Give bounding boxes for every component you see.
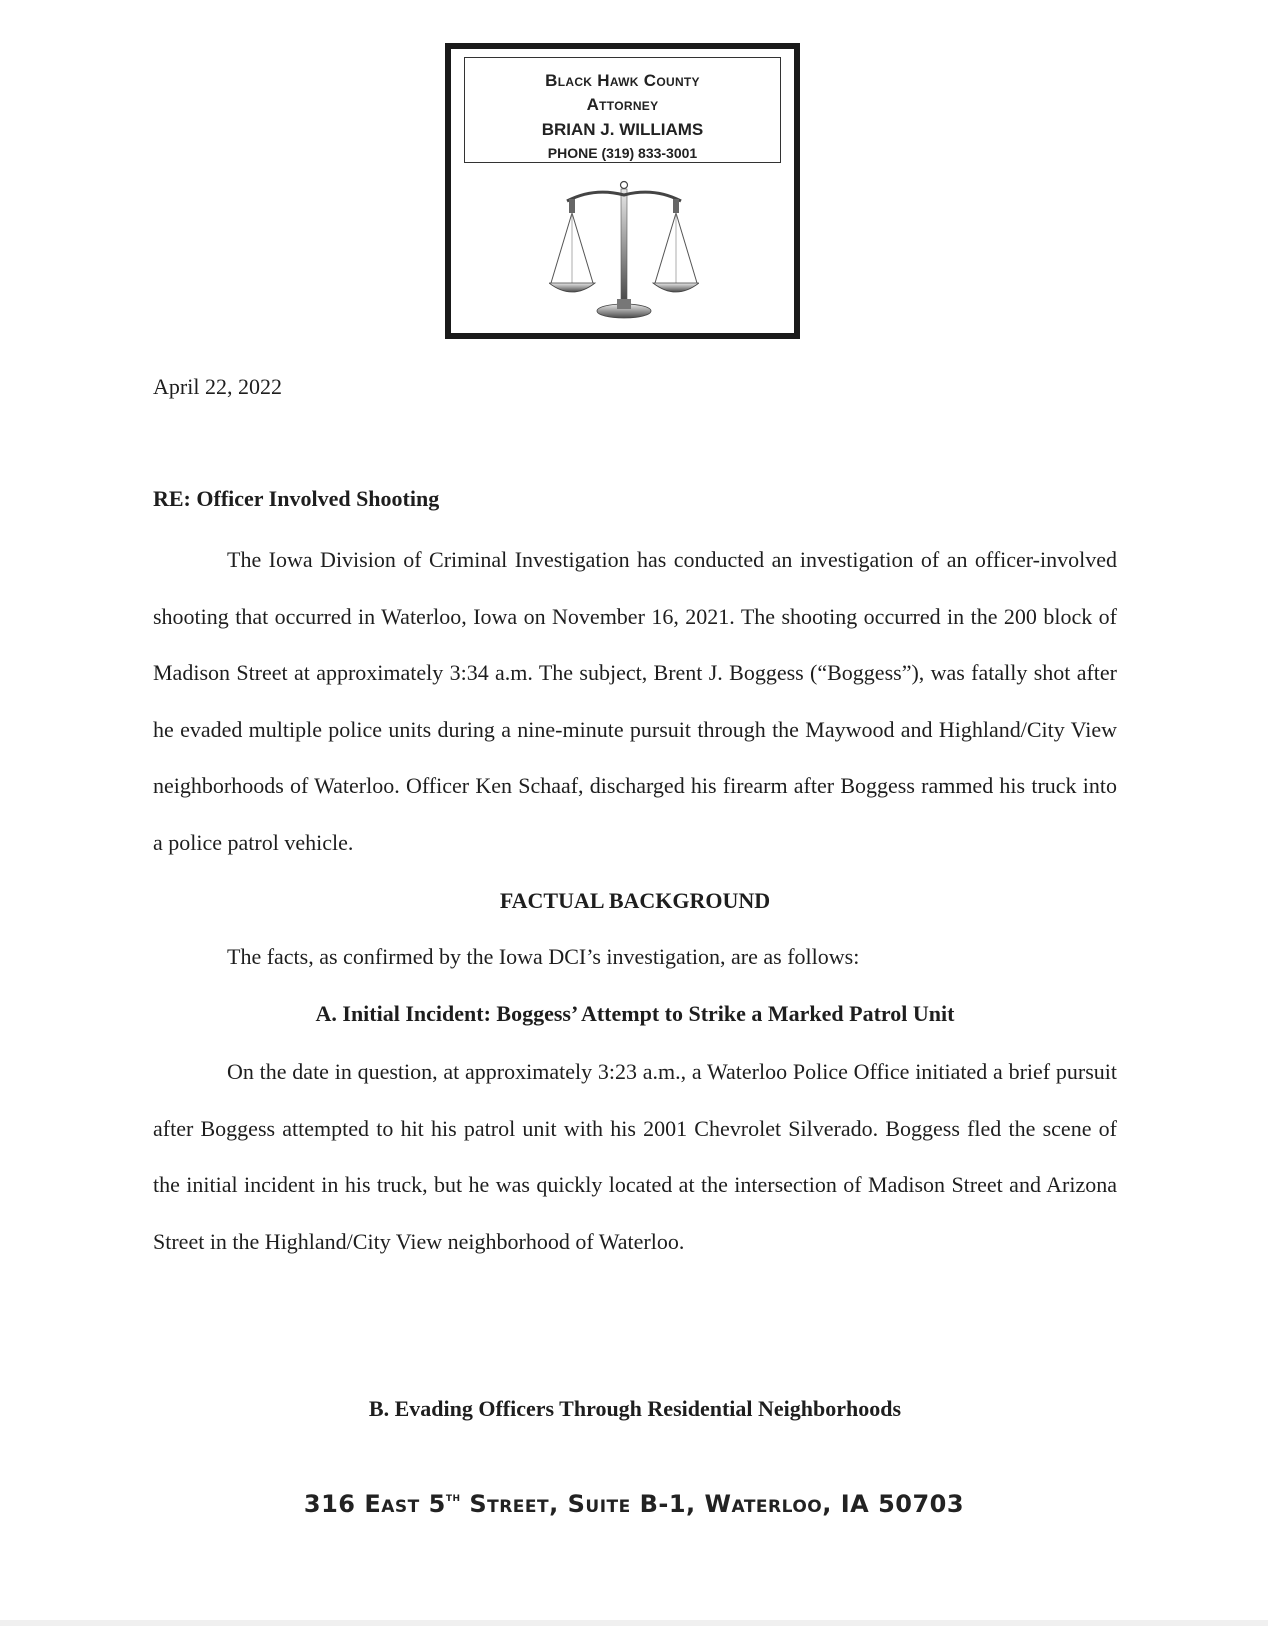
facts-intro: The facts, as confirmed by the Iowa DCI’s investigation, are as follows: <box>227 944 860 969</box>
footer-address-post: Street, Suite B-1, Waterloo, IA 50703 <box>460 1490 965 1518</box>
letterhead <box>445 43 800 339</box>
footer-address <box>0 1490 1268 1518</box>
intro-paragraph: The Iowa Division of Criminal Investigation has conducted an investigation of an officer-involved shooting that occurred in Waterloo, Iowa on November 16, 2021. The shooting occurred in the 200 block of Madison Street at approximately 3:34 a.m. The subject, Brent J. Boggess (“Boggess”), was fatally shot after he evaded multiple police units during a nine-minute pursuit through the Maywood and Highland/City View neighborhoods of Waterloo. Officer Ken Schaaf, discharged his firearm after Boggess rammed his truck into a police patrol vehicle. <box>153 547 1117 855</box>
letterhead-phone: PHONE (319) 833-3001 <box>547 145 698 161</box>
letterhead-attorney-name: BRIAN J. WILLIAMS <box>541 120 704 139</box>
subject-line: RE: Officer Involved Shooting <box>153 486 440 511</box>
letterhead-title-box <box>464 57 781 163</box>
page-bottom-edge <box>0 1620 1268 1626</box>
letterhead-office: Attorney <box>586 95 659 114</box>
paragraph-a: On the date in question, at approximately 3:23 a.m., a Waterloo Police Office initiated a brief pursuit after Boggess attempted to hit his patrol unit with his 2001 Chevrolet Silverado. Boggess fled the scene of the initial incident in his truck, but he was quickly located at the intersection of Madison Street and Arizona Street in the Highland/City View neighborhood of Waterloo. <box>153 1059 1117 1254</box>
subsection-a-heading: A. Initial Incident: Boggess’ Attempt to Strike a Marked Patrol Unit <box>315 1001 955 1026</box>
footer-address-sup: th <box>445 1490 461 1505</box>
subsection-b-heading: B. Evading Officers Through Residential Neighborhoods <box>368 1396 902 1421</box>
footer-address-pre: 316 East 5 <box>303 1490 446 1518</box>
letter-date: April 22, 2022 <box>153 374 282 399</box>
scales-of-justice-icon <box>549 177 699 327</box>
section-heading: FACTUAL BACKGROUND <box>499 888 771 913</box>
letterhead-county: Black Hawk County <box>545 71 700 90</box>
